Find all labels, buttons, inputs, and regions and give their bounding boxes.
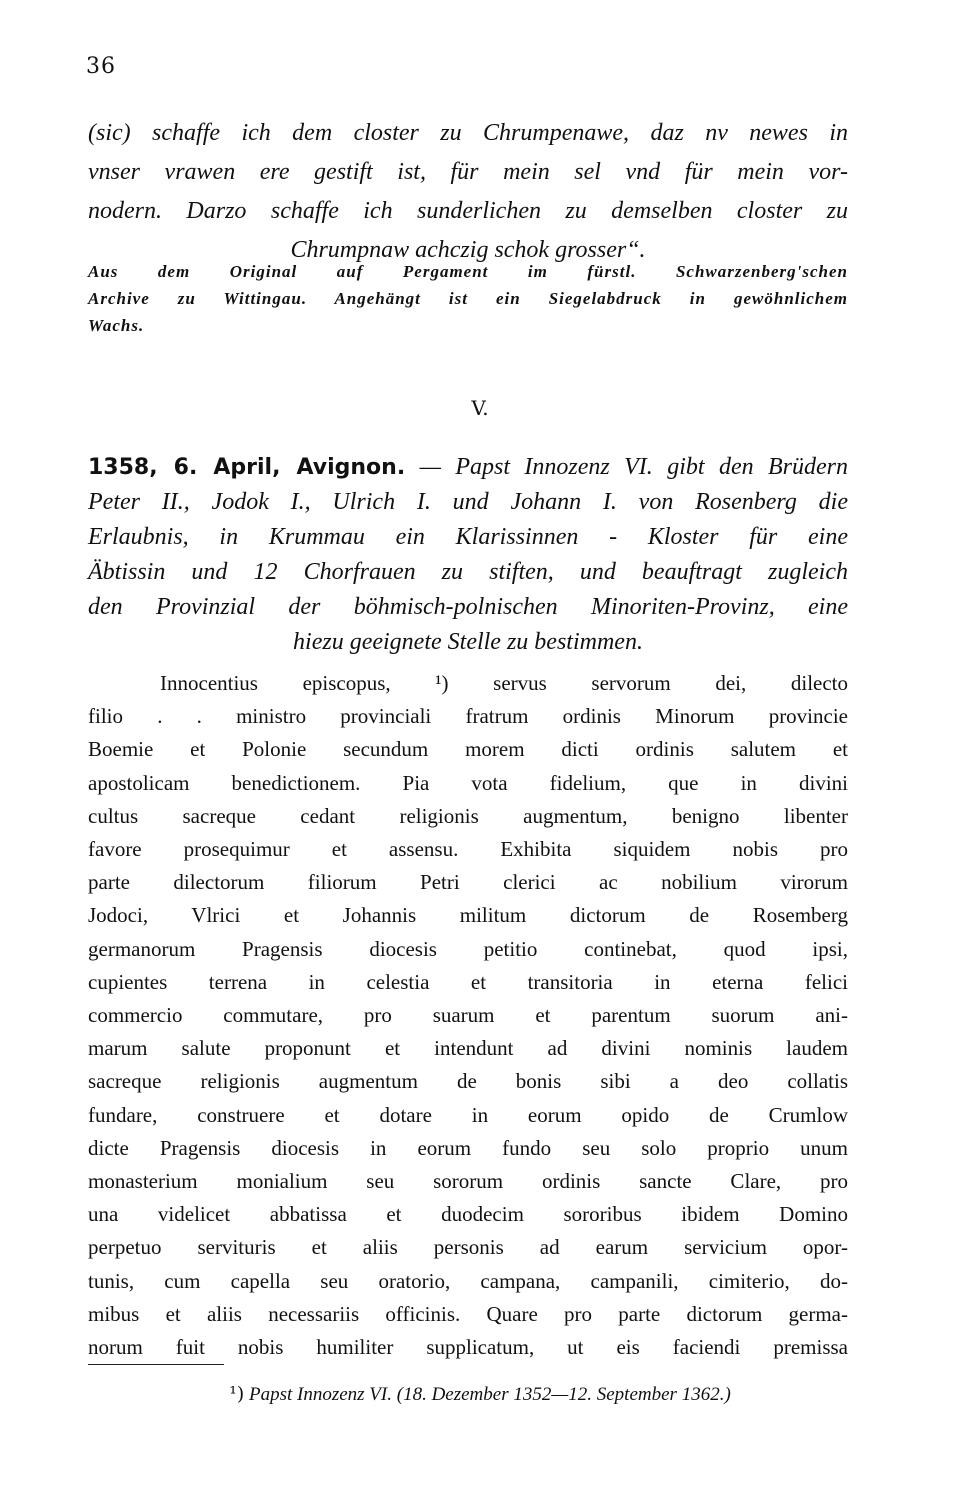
body-line: monasterium monialium seu sororum ordinis sancte Clare, pro [88,1169,848,1194]
body-line: Jodoci, Vlrici et Johannis militum dictorum de Rosemberg [88,903,848,928]
regest-line: den Provinzial der böhmisch-polnischen Minoriten-Provinz, eine [88,594,848,620]
sic-line: Chrumpnaw achczig schok grosser“. [290,237,646,263]
body-line: tunis, cum capella seu oratorio, campana, campanili, cimiterio, do- [88,1268,848,1293]
footnote-marker: ¹) [229,1383,245,1405]
footnote [0,1383,960,1406]
body-line: cupientes terrena in celestia et transitoria in eterna felici [88,969,848,994]
body-line: germanorum Pragensis diocesis petitio continebat, quod ipsi, [88,936,848,961]
page-number: 36 [86,54,116,79]
sic-line: vnser vrawen ere gestift ist, für mein sel vnd für mein vor- [88,159,848,185]
body-line: norum fuit nobis humiliter supplicatum, ut eis faciendi premissa [88,1335,848,1360]
footnote-rule [88,1364,224,1365]
source-note [88,258,848,339]
sic-line: nodern. Darzo schaffe ich sunderlichen zu demselben closter zu [88,198,848,224]
body-line: filio . . ministro provinciali fratrum ordinis Minorum provincie [88,704,848,729]
body-line: sacreque religionis augmentum de bonis sibi a deo collatis [88,1069,848,1094]
body-line: dicte Pragensis diocesis in eorum fundo seu solo proprio unum [88,1135,848,1160]
body-line: Innocentius episcopus, ¹) servus servorum dei, dilecto [160,671,848,695]
body-line: fundare, construere et dotare in eorum opido de Crumlow [88,1102,848,1127]
section-number: V. [471,396,489,420]
regest-heading [88,450,848,660]
regest-date-place: 1358, 6. April, Avignon. [88,455,406,480]
document-body [88,667,848,1364]
sic-quotation [88,114,848,270]
body-line: marum salute proponunt et intendunt ad divini nominis laudem [88,1036,848,1061]
body-line: favore prosequimur et assensu. Exhibita siquidem nobis pro [88,837,848,862]
sic-line: (sic) schaffe ich dem closter zu Chrumpenawe, daz nv newes in [88,120,848,146]
body-line: apostolicam benedictionem. Pia vota fidelium, que in divini [88,770,848,795]
source-note-line: Archive zu Wittingau. Angehängt ist ein Siegelabdruck in gewöhnlichem [88,289,848,308]
source-note-line: Aus dem Original auf Pergament im fürstl. Schwarzenberg'schen [88,262,848,281]
body-line: parte dilectorum filiorum Petri clerici ac nobilium virorum [88,870,848,895]
regest-line-rest: — Papst Innozenz VI. gibt den Brüdern [405,454,848,480]
footnote-text: Papst Innozenz VI. (18. Dezember 1352—12. September 1362.) [244,1384,731,1405]
regest-line: Erlaubnis, in Krummau ein Klarissinnen - Kloster für eine [88,524,848,550]
body-line: Boemie et Polonie secundum morem dicti ordinis salutem et [88,737,848,762]
body-line: commercio commutare, pro suarum et parentum suorum ani- [88,1003,848,1028]
regest-line [88,450,848,485]
body-line: una videlicet abbatissa et duodecim sororibus ibidem Domino [88,1202,848,1227]
body-line: cultus sacreque cedant religionis augmentum, benigno libenter [88,803,848,828]
regest-line: Äbtissin und 12 Chorfrauen zu stiften, und beauftragt zugleich [88,559,848,585]
regest-line: Peter II., Jodok I., Ulrich I. und Johann I. von Rosenberg die [88,489,848,515]
regest-line: hiezu geeignete Stelle zu bestimmen. [293,629,643,655]
body-line: perpetuo servituris et aliis personis ad earum servicium opor- [88,1235,848,1260]
body-line: mibus et aliis necessariis officinis. Quare pro parte dictorum germa- [88,1301,848,1326]
source-note-line: Wachs. [88,316,145,335]
